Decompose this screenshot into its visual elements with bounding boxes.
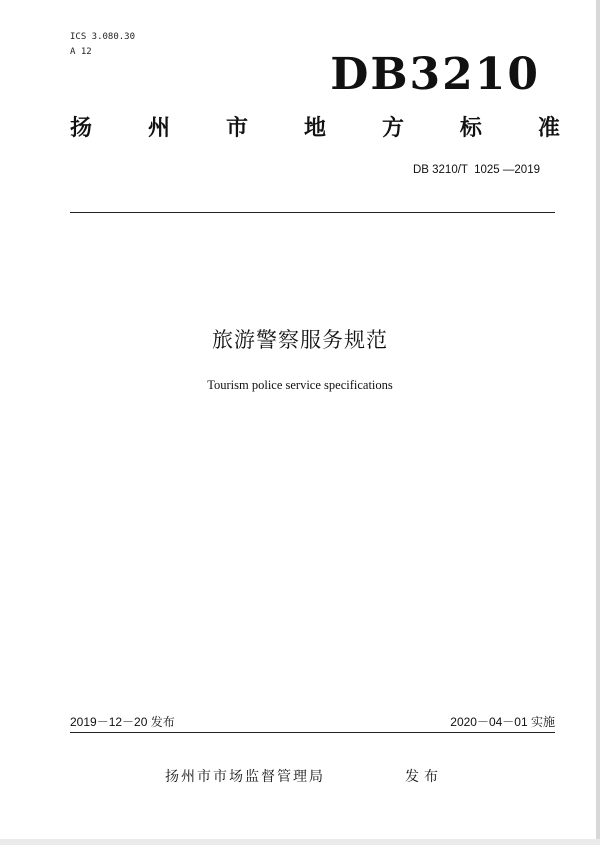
footer-divider — [70, 732, 555, 733]
page-edge-right — [596, 0, 600, 845]
implementation-date: 2020－04－01 实施 — [450, 715, 555, 729]
standard-number: DB 3210/T 1025 —2019 — [412, 164, 540, 176]
publisher-name: 扬州市市场监督管理局 — [165, 769, 325, 785]
standard-type-char: 地 — [303, 116, 326, 141]
document-title-zh: 旅游警察服务规范 — [212, 328, 388, 352]
standard-type-char: 准 — [537, 116, 560, 141]
ccs-code: A 12 — [70, 47, 92, 57]
ics-code: ICS 3.080.30 — [70, 32, 136, 42]
standard-type-char: 州 — [147, 116, 170, 141]
standard-type-char: 方 — [381, 116, 404, 141]
standard-code: DB3210 — [330, 49, 540, 100]
standard-type-char: 标 — [459, 116, 482, 141]
standard-type-char: 市 — [225, 116, 248, 141]
issue-date: 2019－12－20 发布 — [70, 715, 175, 729]
standard-type-title — [70, 112, 560, 146]
page-edge-bottom — [0, 839, 600, 845]
standard-type-char: 扬 — [70, 116, 93, 141]
header-divider — [70, 212, 555, 213]
document-title-en: Tourism police service specifications — [207, 378, 393, 392]
publish-label: 发布 — [405, 769, 443, 785]
